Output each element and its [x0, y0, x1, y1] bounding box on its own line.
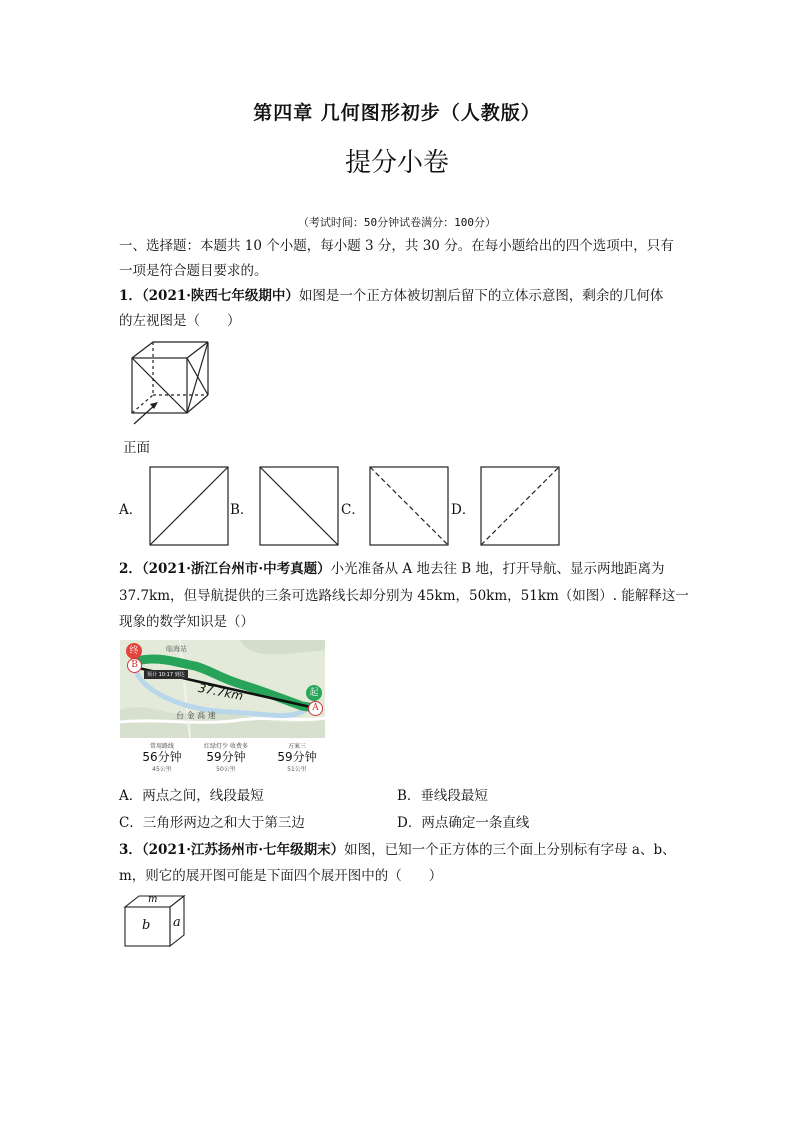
q1-line1: [119, 286, 679, 306]
route-1-time: 56分钟: [142, 750, 182, 764]
route-tag: 预计 10:17 到达: [144, 670, 188, 679]
road-label: 台 金 高 速: [176, 711, 216, 720]
q1-option-d-figure[interactable]: [480, 466, 560, 546]
q3-label-top: m: [148, 894, 158, 905]
q3-label-front: b: [142, 918, 151, 933]
map-station: 临海站: [166, 645, 187, 653]
q2-line3: 现象的数学知识是（）: [119, 614, 254, 630]
q1-line2: 的左视图是（ ）: [119, 313, 241, 329]
route-2-name: 红绿灯少 收费多: [204, 743, 248, 750]
q1-option-b-figure[interactable]: [259, 466, 339, 546]
route-1-name: 常用路线: [149, 743, 174, 750]
q2-line1: [119, 559, 679, 579]
section-intro-line1: 一、选择题：本题共 10 个小题，每小题 3 分，共 30 分。在每小题给出的四个选项中，只有: [119, 238, 674, 254]
route-3-dist: 51公里: [287, 766, 307, 773]
q1-number: 1．: [119, 288, 142, 304]
q3-line1: [119, 840, 679, 860]
route-3-name: 方案三: [287, 743, 306, 750]
q1-option-d-label[interactable]: D．: [451, 502, 476, 518]
navigation-map: [120, 640, 325, 738]
q1-option-c-figure[interactable]: [369, 466, 449, 546]
q3-label-side: a: [173, 915, 181, 930]
route-2-time: 59分钟: [206, 750, 246, 764]
q1-option-a-label[interactable]: A．: [119, 502, 143, 518]
q1-option-c-label[interactable]: C．: [341, 502, 365, 518]
q1-source: （2021·陕西七年级期中）: [141, 288, 299, 304]
front-label: 正面: [123, 440, 150, 456]
q2-text: 小光准备从 A 地去往 B 地，打开导航、显示两地距离为: [330, 561, 665, 577]
q3-text: 如图，已知一个正方体的三个面上分别标有字母 a、b、: [344, 842, 676, 858]
route-1-dist: 45公里: [152, 766, 172, 773]
q3-cube-figure: [122, 893, 194, 949]
section-intro-line2: 一项是符合题目要求的。: [119, 263, 268, 279]
q2-source: （2021·浙江台州市·中考真题）: [141, 561, 331, 577]
q2-option-a[interactable]: A．两点之间，线段最短: [119, 788, 264, 804]
end-badge: 终: [126, 643, 142, 659]
q2-option-d[interactable]: D．两点确定一条直线: [397, 815, 530, 831]
route-option-2: [196, 741, 256, 773]
q1-text: 如图是一个正方体被切割后留下的立体示意图，剩余的几何体: [298, 288, 664, 304]
q1-option-a-figure[interactable]: [149, 466, 229, 546]
chapter-title: 第四章 几何图形初步（人教版）: [253, 102, 541, 124]
route-3-time: 59分钟: [277, 750, 317, 764]
route-option-1: [137, 741, 187, 773]
q2-option-b[interactable]: B．垂线段最短: [397, 788, 488, 804]
route-option-3: [272, 741, 322, 773]
straight-distance-label: 37.7km: [197, 680, 245, 704]
q3-number: 3．: [119, 842, 142, 858]
exam-info: （考试时间：50分钟试卷满分：100分）: [297, 216, 497, 229]
q2-option-c[interactable]: C．三角形两边之和大于第三边: [119, 815, 305, 831]
route-2-dist: 50公里: [216, 766, 236, 773]
start-badge: 起: [306, 685, 322, 701]
q3-source: （2021·江苏扬州市·七年级期末）: [141, 842, 345, 858]
point-b-marker: B: [127, 658, 142, 673]
q1-option-b-label[interactable]: B．: [230, 502, 254, 518]
q3-line2: m，则它的展开图可能是下面四个展开图中的（ ）: [119, 868, 443, 884]
point-a-marker: A: [308, 701, 323, 716]
q2-line2: 37.7km，但导航提供的三条可选路线长却分别为 45km，50km，51km（如图）. 能解释这一: [119, 588, 689, 604]
paper-subtitle: 提分小卷: [344, 148, 449, 178]
q2-number: 2．: [119, 561, 142, 577]
